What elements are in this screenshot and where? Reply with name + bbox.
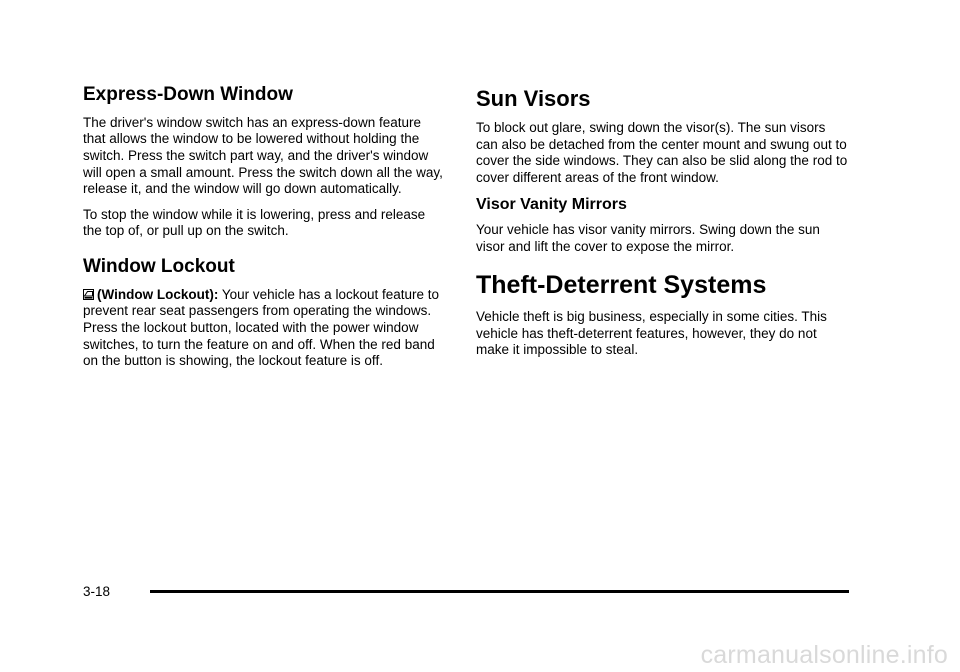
right-column: [476, 84, 848, 368]
page-number: 3-18: [83, 584, 111, 599]
sun-visors-paragraph: To block out glare, swing down the visor(s). The sun visors can also be detached from the center mount and swung out to cover the side windows. They can also be slid along the rod to cover different areas of the front window.: [476, 120, 848, 186]
express-down-paragraph-2: To stop the window while it is lowering, press and release the top of, or pull up on the switch.: [83, 206, 426, 239]
theft-deterrent-heading: Theft-Deterrent Systems: [476, 271, 767, 300]
visor-vanity-mirrors-heading: Visor Vanity Mirrors: [476, 195, 627, 213]
theft-deterrent-paragraph: Vehicle theft is big business, especially in some cities. This vehicle has theft-deterrent features, however, they do not make it impossible to steal.: [476, 309, 827, 358]
window-lockout-text: Your vehicle has a lockout feature to prevent rear seat passengers from operating the windows. Press the lockout button, located with the power window switches, to turn the feature on and off. When the red band on the button is showing, the lockout feature is off.: [83, 286, 440, 369]
footer-rule: [150, 590, 849, 593]
express-down-paragraph-1: The driver's window switch has an express-down feature that allows the window to be lowered without holding the switch. Press the switch part way, and the driver's window will open a small amount. Press the switch down all the way, release it, and the window will go down automatically.: [83, 114, 443, 197]
window-lockout-label: (Window Lockout):: [97, 286, 219, 302]
express-down-heading: Express-Down Window: [83, 84, 293, 105]
visor-vanity-mirrors-paragraph: Your vehicle has visor vanity mirrors. Swing down the sun visor and lift the cover to expose the mirror.: [476, 222, 820, 254]
window-lockout-icon: [83, 288, 94, 299]
sun-visors-heading: Sun Visors: [476, 86, 591, 111]
left-column: [83, 84, 443, 379]
page-footer: [83, 582, 849, 602]
watermark: carmanualsonline.info: [700, 641, 948, 669]
window-lockout-paragraph: [83, 287, 443, 370]
window-lockout-heading: Window Lockout: [83, 256, 235, 277]
